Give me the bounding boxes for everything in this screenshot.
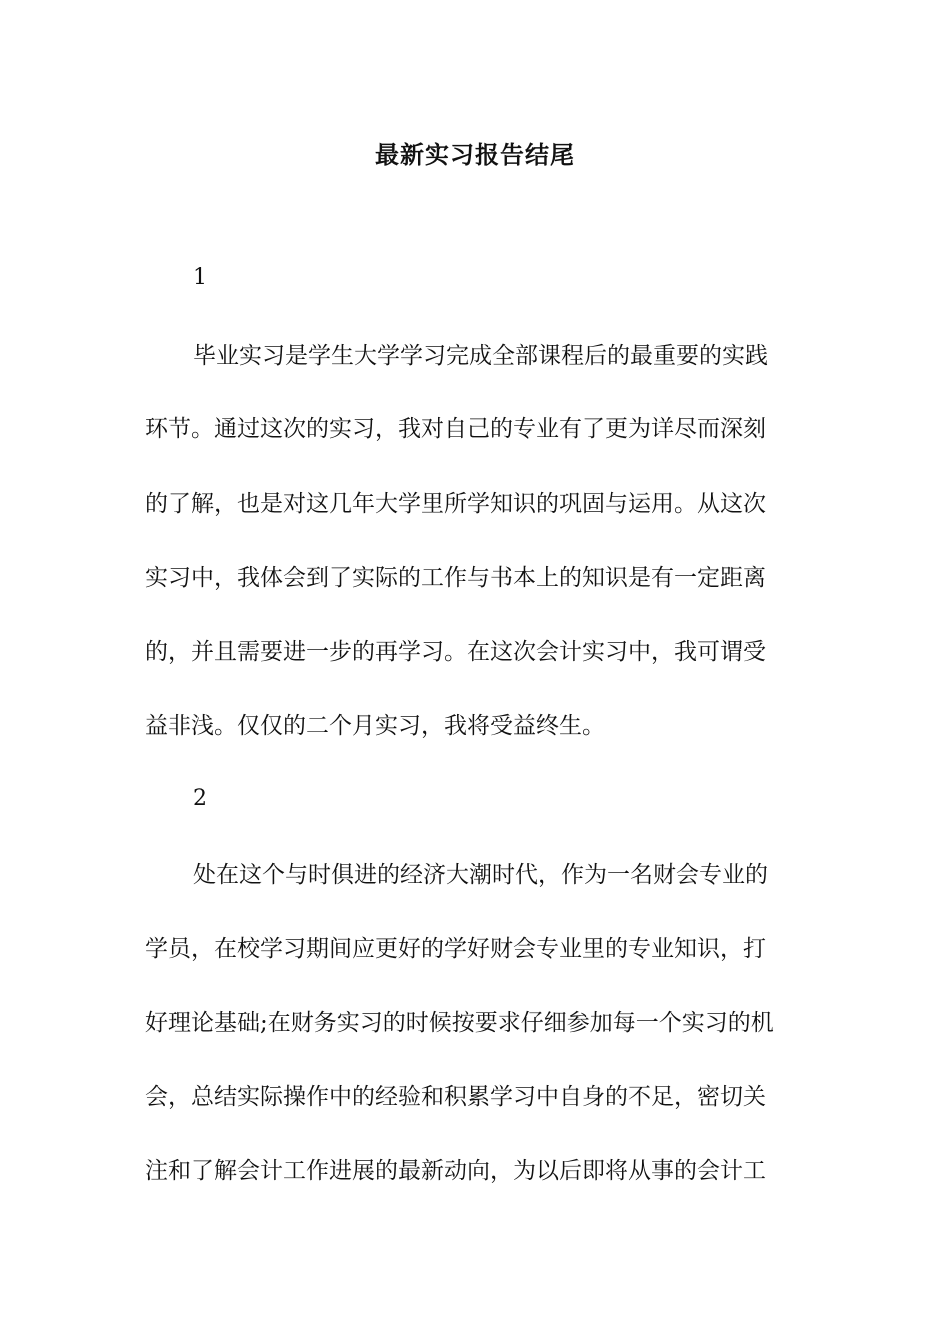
paragraph-line: 的了解，也是对这几年大学里所学知识的巩固与运用。从这次 xyxy=(145,491,766,517)
section-number: 2 xyxy=(193,786,207,811)
paragraph-line: 好理论基础;在财务实习的时候按要求仔细参加每一个实习的机 xyxy=(145,1010,774,1036)
paragraph-line: 注和了解会计工作进展的最新动向，为以后即将从事的会计工 xyxy=(145,1158,766,1184)
paragraph-line: 会，总结实际操作中的经验和积累学习中自身的不足，密切关 xyxy=(145,1084,766,1110)
paragraph-line: 的，并且需要进一步的再学习。在这次会计实习中，我可谓受 xyxy=(145,639,766,665)
section-number: 1 xyxy=(193,265,207,290)
paragraph-line: 学员，在校学习期间应更好的学好财会专业里的专业知识，打 xyxy=(145,936,766,962)
paragraph-line: 毕业实习是学生大学学习完成全部课程后的最重要的实践 xyxy=(193,343,768,369)
paragraph-line: 环节。通过这次的实习，我对自己的专业有了更为详尽而深刻 xyxy=(145,416,766,442)
page-title: 最新实习报告结尾 xyxy=(375,140,575,169)
paragraph-line: 实习中，我体会到了实际的工作与书本上的知识是有一定距离 xyxy=(145,565,766,591)
paragraph-line: 益非浅。仅仅的二个月实习，我将受益终生。 xyxy=(145,713,605,739)
paragraph-line: 处在这个与时俱进的经济大潮时代，作为一名财会专业的 xyxy=(193,862,768,888)
